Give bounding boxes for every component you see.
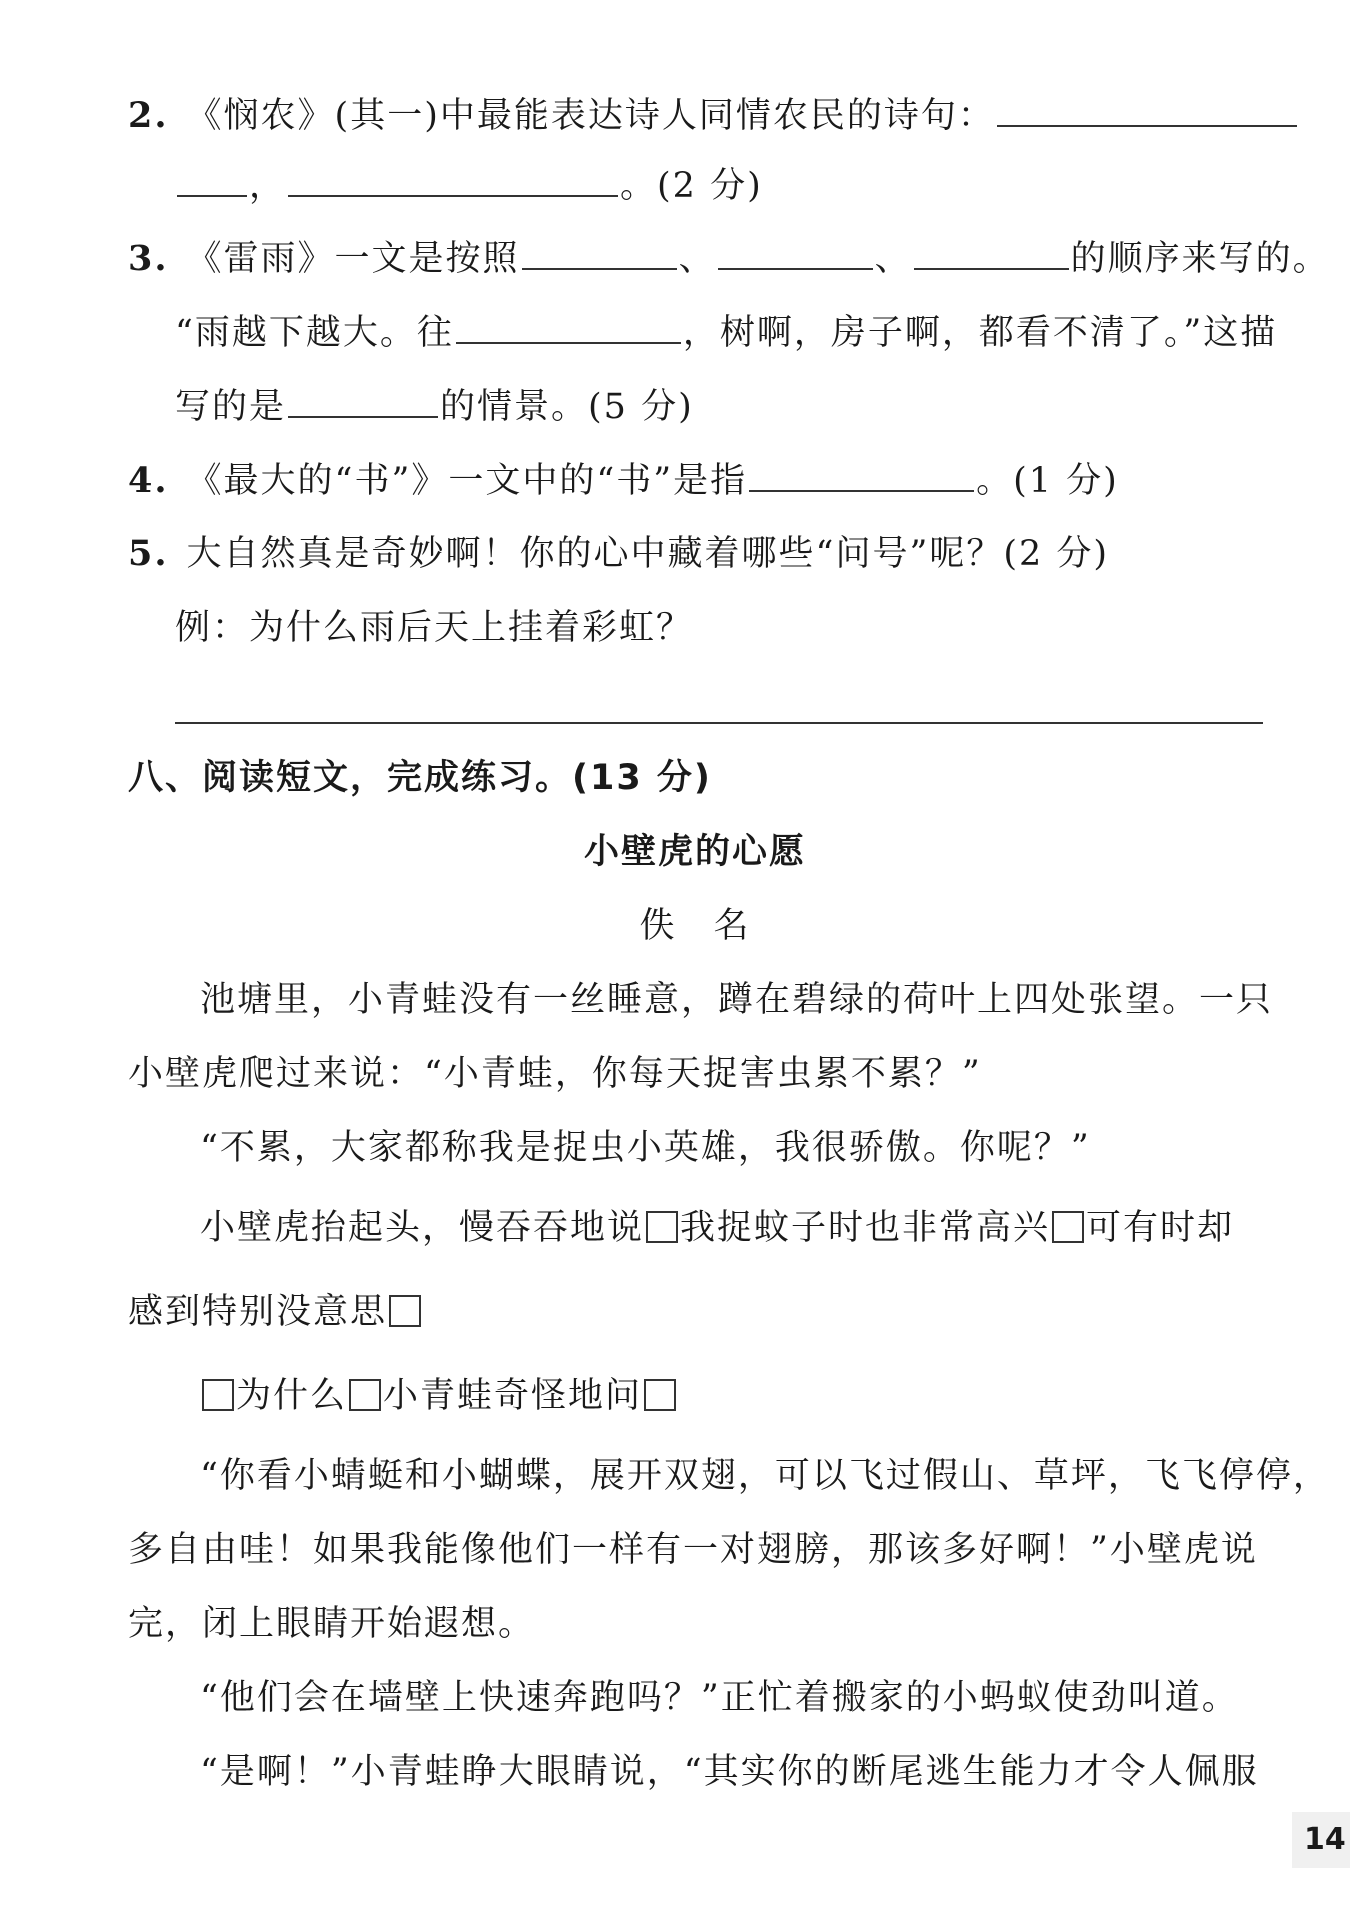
passage-text: 可有时却 [1086,1208,1235,1248]
question-5 [128,534,1109,574]
passage-p3-line1 [200,1208,1234,1248]
section-heading: 八、阅读短文，完成练习。(13 分) [128,758,712,798]
passage-p5-line2: 多自由哇！如果我能像他们一样有一对翅膀，那该多好啊！”小壁虎说 [128,1530,1258,1570]
question-3-line2 [175,312,1277,353]
punctuation: 、 [678,239,716,279]
passage-p4 [200,1376,678,1416]
example-text: 例：为什么雨后天上挂着彩虹？ [175,608,694,648]
question-text: 写的是 [175,387,287,427]
question-text: 《悯农》(其一)中最能表达诗人同情农民的诗句： [186,96,995,136]
answer-blank[interactable] [749,460,974,492]
question-5-example [175,608,693,648]
punctuation-box[interactable] [1052,1211,1084,1243]
question-2-line1 [128,95,1299,136]
passage-text: 感到特别没意思 [128,1292,388,1332]
question-text: ，树啊，房子啊，都看不清了。”这描 [682,313,1278,353]
question-text: 的顺序来写的。 [1070,239,1330,279]
answer-blank[interactable] [914,238,1069,270]
passage-p7: “是啊！”小青蛙睁大眼睛说，“其实你的断尾逃生能力才令人佩服 [200,1752,1259,1792]
punctuation: ， [249,166,287,206]
answer-blank[interactable] [177,165,247,197]
passage-p1-line1: 池塘里，小青蛙没有一丝睡意，蹲在碧绿的荷叶上四处张望。一只 [200,980,1274,1020]
passage-text: 小壁虎抬起头，慢吞吞地说 [200,1208,645,1248]
punctuation-box[interactable] [646,1211,678,1243]
page-number: 14 [1292,1812,1350,1868]
answer-blank[interactable] [288,386,438,418]
passage-p1-line2: 小壁虎爬过来说：“小青蛙，你每天捉害虫累不累？” [128,1054,982,1094]
question-text: 的情景。(5 分) [440,387,694,427]
question-text: 《最大的“书”》一文中的“书”是指 [186,461,748,501]
punctuation-box[interactable] [389,1295,421,1327]
score-note: 。(1 分) [976,461,1119,501]
question-number: 5. [128,533,169,574]
question-number: 2. [128,95,169,136]
passage-p5-line3: 完，闭上眼睛开始遐想。 [128,1604,536,1644]
score-note: 。(2 分) [620,166,763,206]
question-text: 《雷雨》一文是按照 [186,239,520,279]
punctuation: 、 [874,239,912,279]
question-4 [128,460,1119,501]
passage-p2: “不累，大家都称我是捉虫小英雄，我很骄傲。你呢？” [200,1128,1091,1168]
answer-blank[interactable] [997,95,1297,127]
answer-line[interactable] [175,722,1263,724]
punctuation-box[interactable] [349,1379,381,1411]
question-2-line2 [175,165,763,206]
passage-p5-line1: “你看小蜻蜓和小蝴蝶，展开双翅，可以飞过假山、草坪，飞飞停停， [200,1456,1330,1496]
punctuation-box[interactable] [202,1379,234,1411]
question-number: 3. [128,238,169,279]
passage-text: 小青蛙奇怪地问 [383,1376,643,1416]
question-text: 大自然真是奇妙啊！你的心中藏着哪些“问号”呢？(2 分) [186,534,1110,574]
question-text: “雨越下越大。往 [175,313,454,353]
question-3-line3 [175,386,694,427]
answer-blank[interactable] [718,238,873,270]
passage-text: 我捉蚊子时也非常高兴 [680,1208,1051,1248]
passage-text: 为什么 [236,1376,348,1416]
punctuation-box[interactable] [644,1379,676,1411]
answer-blank[interactable] [288,165,618,197]
passage-p3-line2 [128,1292,423,1332]
question-number: 4. [128,460,169,501]
passage-author: 佚 名 [639,906,751,946]
passage-title: 小壁虎的心愿 [583,832,806,872]
answer-blank[interactable] [456,312,681,344]
passage-p6: “他们会在墙壁上快速奔跑吗？”正忙着搬家的小蚂蚁使劲叫道。 [200,1678,1239,1718]
answer-blank[interactable] [522,238,677,270]
question-3-line1 [128,238,1330,279]
